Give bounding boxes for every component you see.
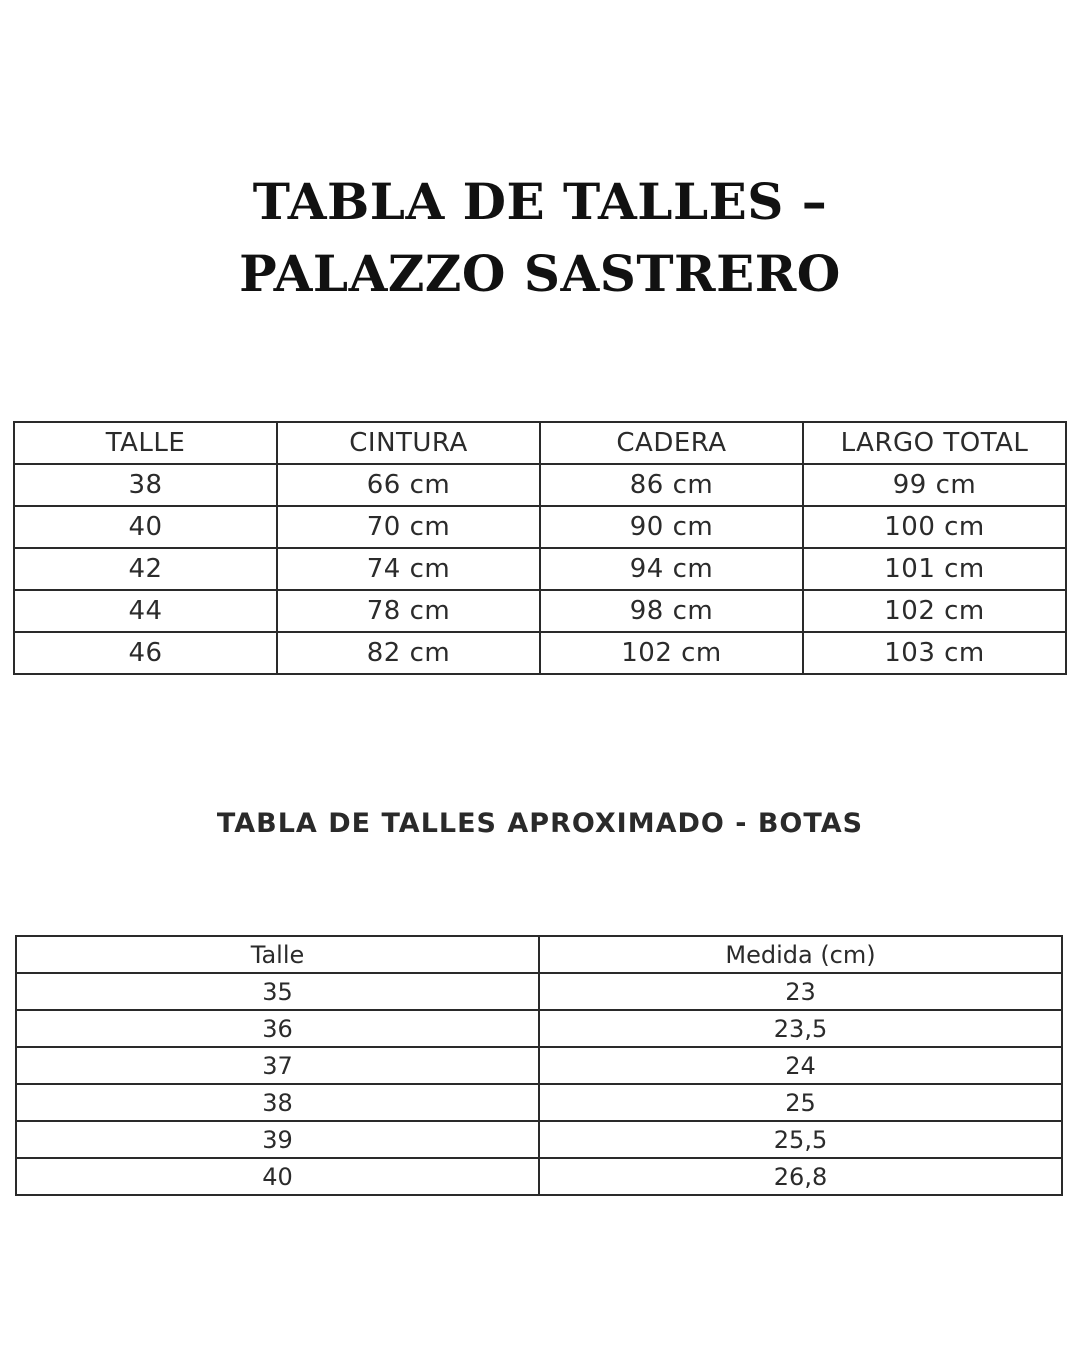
cell-talle: 37: [16, 1047, 539, 1084]
cell-medida: 23: [539, 973, 1062, 1010]
column-header-cadera: CADERA: [540, 422, 803, 464]
cell-talle: 40: [14, 506, 277, 548]
palazzo-size-table: [13, 421, 1067, 675]
cell-talle: 36: [16, 1010, 539, 1047]
cell-cintura: 74 cm: [277, 548, 540, 590]
cell-medida: 25: [539, 1084, 1062, 1121]
table-row: [16, 1047, 1062, 1084]
cell-cadera: 102 cm: [540, 632, 803, 674]
cell-largo-total: 100 cm: [803, 506, 1066, 548]
cell-cintura: 82 cm: [277, 632, 540, 674]
cell-talle: 38: [14, 464, 277, 506]
column-header-medida: Medida (cm): [539, 936, 1062, 973]
cell-largo-total: 101 cm: [803, 548, 1066, 590]
cell-medida: 23,5: [539, 1010, 1062, 1047]
cell-largo-total: 103 cm: [803, 632, 1066, 674]
cell-medida: 26,8: [539, 1158, 1062, 1195]
cell-medida: 25,5: [539, 1121, 1062, 1158]
cell-talle: 38: [16, 1084, 539, 1121]
page-title: [0, 166, 1080, 310]
cell-talle: 39: [16, 1121, 539, 1158]
cell-talle: 42: [14, 548, 277, 590]
cell-talle: 44: [14, 590, 277, 632]
table-row: [14, 590, 1066, 632]
table-header-row: [14, 422, 1066, 464]
cell-talle: 35: [16, 973, 539, 1010]
cell-cintura: 78 cm: [277, 590, 540, 632]
botas-section-title: TABLA DE TALLES APROXIMADO - BOTAS: [216, 808, 864, 840]
cell-cadera: 94 cm: [540, 548, 803, 590]
column-header-talle: TALLE: [14, 422, 277, 464]
table-row: [16, 1010, 1062, 1047]
cell-medida: 24: [539, 1047, 1062, 1084]
cell-talle: 46: [14, 632, 277, 674]
column-header-largo-total: LARGO TOTAL: [803, 422, 1066, 464]
column-header-cintura: CINTURA: [277, 422, 540, 464]
table-row: [16, 1084, 1062, 1121]
cell-cadera: 90 cm: [540, 506, 803, 548]
page-title-line-1: TABLA DE TALLES –: [252, 171, 828, 231]
cell-cintura: 70 cm: [277, 506, 540, 548]
table-row: [16, 1158, 1062, 1195]
cell-cadera: 86 cm: [540, 464, 803, 506]
table-row: [16, 973, 1062, 1010]
table-row: [14, 506, 1066, 548]
cell-largo-total: 102 cm: [803, 590, 1066, 632]
cell-talle: 40: [16, 1158, 539, 1195]
table-row: [16, 1121, 1062, 1158]
table-header-row: [16, 936, 1062, 973]
cell-cadera: 98 cm: [540, 590, 803, 632]
table-row: [14, 548, 1066, 590]
table-row: [14, 632, 1066, 674]
botas-size-table: [15, 935, 1063, 1196]
table-row: [14, 464, 1066, 506]
cell-largo-total: 99 cm: [803, 464, 1066, 506]
cell-cintura: 66 cm: [277, 464, 540, 506]
page-title-line-2: PALAZZO SASTRERO: [239, 243, 841, 303]
column-header-talle: Talle: [16, 936, 539, 973]
